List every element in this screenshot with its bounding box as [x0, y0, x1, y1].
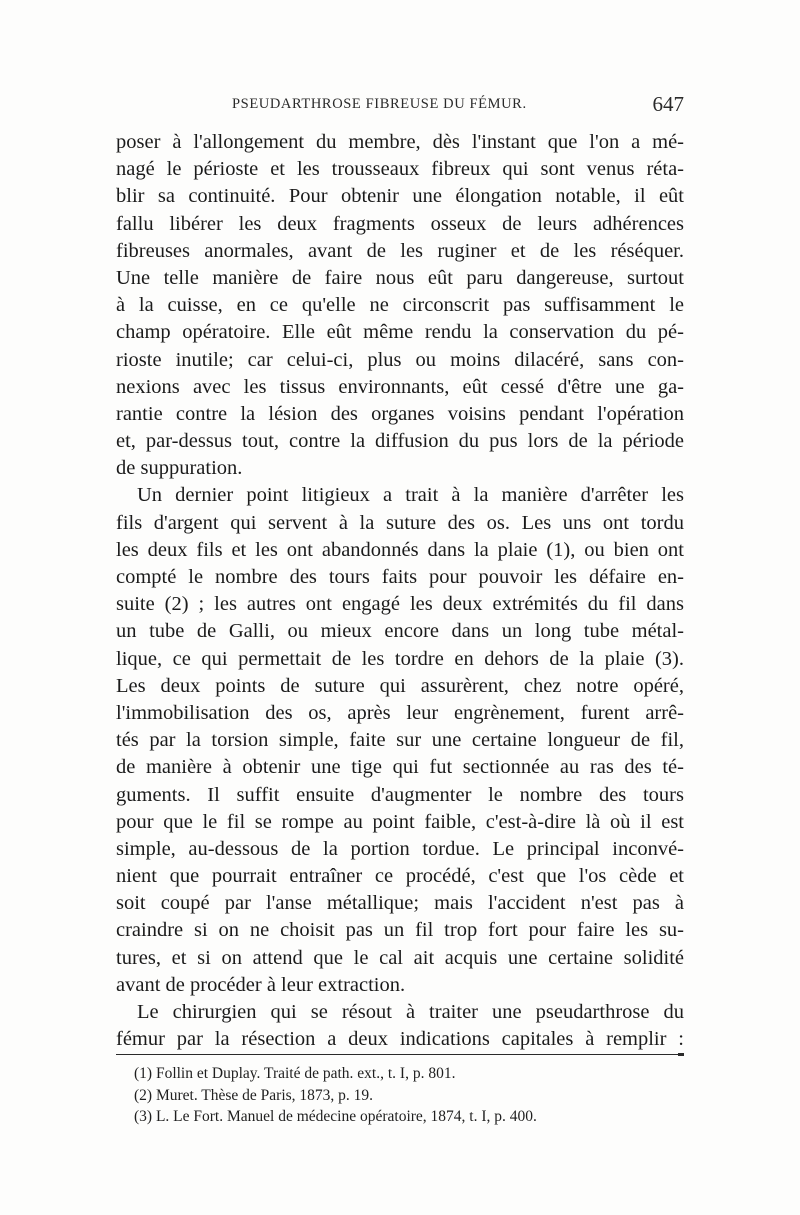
text-line: rioste inutile; car celui-ci, plus ou moins dilacéré, sans con-	[116, 348, 684, 371]
text-line: fémur par la résection a deux indications capitales à remplir :	[116, 1028, 684, 1051]
text-line: champ opératoire. Elle eût même rendu la conservation du pé-	[116, 321, 684, 344]
text-line: soit coupé par l'anse métallique; mais l'accident n'est pas à	[116, 892, 684, 915]
text-line: rantie contre la lésion des organes voisins pendant l'opération	[116, 402, 684, 425]
text-line: de manière à obtenir une tige qui fut sectionnée au ras des té-	[116, 756, 684, 779]
text-line: l'immobilisation des os, après leur engrènement, furent arrê-	[116, 701, 684, 724]
text-line: nagé le périoste et les trousseaux fibreux qui sont venus réta-	[116, 158, 684, 181]
text-line: tés par la torsion simple, faite sur une certaine longueur de fil,	[116, 729, 684, 752]
text-line: fallu libérer les deux fragments osseux de leurs adhérences	[116, 212, 684, 235]
footnote-divider	[116, 1054, 684, 1055]
text-line: et, par-dessus tout, contre la diffusion du pus lors de la période	[116, 430, 684, 453]
text-line: compté le nombre des tours faits pour pouvoir les défaire en-	[116, 566, 684, 588]
footnote-2: (2) Muret. Thèse de Paris, 1873, p. 19.	[134, 1086, 374, 1104]
body-text	[116, 129, 684, 1053]
text-line: un tube de Galli, ou mieux encore dans un long tube métal-	[116, 620, 684, 643]
footnote-3: (3) L. Le Fort. Manuel de médecine opératoire, 1874, t. I, p. 400.	[134, 1108, 537, 1125]
text-line: lique, ce qui permettait de les tordre en dehors de la plaie (3).	[116, 647, 684, 670]
footnote-1: (1) Follin et Duplay. Traité de path. ext., t. I, p. 801.	[134, 1065, 456, 1082]
paragraph-start-line: Le chirurgien qui se résout à traiter une pseudarthrose du	[137, 1001, 684, 1023]
footnotes	[134, 1063, 684, 1128]
text-line: blir sa continuité. Pour obtenir une élongation notable, il eût	[116, 185, 684, 208]
text-line: fils d'argent qui servent à la suture des os. Les uns ont tordu	[116, 511, 684, 534]
paragraph-end-line: de suppuration.	[116, 457, 243, 480]
text-line: tures, et si on attend que le cal ait acquis une certaine solidité	[116, 946, 684, 969]
page-number: 647	[652, 92, 684, 116]
text-line: Les deux points de suture qui assurèrent, chez notre opéré,	[116, 674, 684, 697]
text-line: craindre si on ne choisit pas un fil trop fort pour faire les su-	[116, 919, 684, 942]
text-line: Une telle manière de faire nous eût paru dangereuse, surtout	[116, 266, 684, 289]
text-line: fibreuses anormales, avant de les ruginer et de les réséquer.	[116, 239, 684, 262]
text-line: simple, au-dessous de la portion tordue. Le principal inconvé-	[116, 837, 684, 860]
text-line: poser à l'allongement du membre, dès l'instant que l'on a mé-	[116, 131, 684, 153]
running-title: PSEUDARTHROSE FIBREUSE DU FÉMUR.	[232, 96, 527, 112]
text-line: guments. Il suffit ensuite d'augmenter le nombre des tours	[116, 783, 684, 806]
text-line: pour que le fil se rompe au point faible, c'est-à-dire là où il est	[116, 810, 684, 833]
paragraph-start-line: Un dernier point litigieux a trait à la manière d'arrêter les	[137, 484, 684, 507]
paragraph-end-line: avant de procéder à leur extraction.	[116, 973, 406, 996]
text-line: suite (2) ; les autres ont engagé les deux extrémités du fil dans	[116, 593, 684, 616]
text-line: les deux fils et les ont abandonnés dans la plaie (1), ou bien ont	[116, 538, 684, 561]
text-line: nexions avec les tissus environnants, eût cessé d'être une ga-	[116, 375, 684, 398]
running-head	[116, 92, 684, 120]
text-line: nient que pourrait entraîner ce procédé, c'est que l'os cède et	[116, 865, 684, 888]
text-line: à la cuisse, en ce qu'elle ne circonscrit pas suffisamment le	[116, 294, 684, 317]
